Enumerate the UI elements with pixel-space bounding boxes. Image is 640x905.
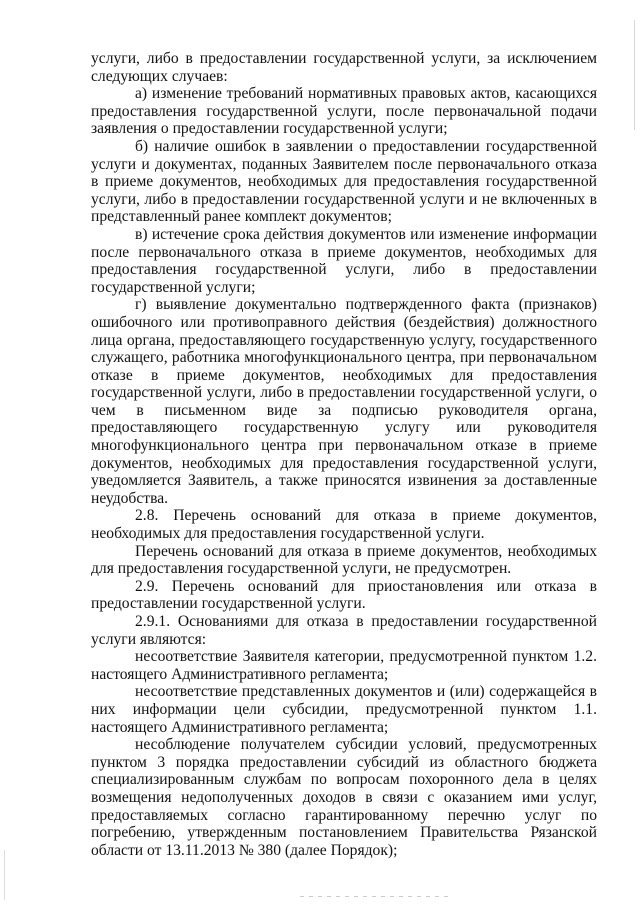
paragraph-documents-mismatch: несоответствие представленных документов и (или) содержащейся в них информации цели субсидии, предусмотренной пунктом 1.1. настоящего Административного регламента;	[91, 683, 597, 736]
paragraph-item-v: в) истечение срока действия документов или изменение информации после первоначального отказа в приеме документов, необходимых для предоставления государственной услуги, либо в предоставлении государственной услуги;	[91, 225, 597, 296]
paragraph-services-exceptions: услуги, либо в предоставлении государственной услуги, за исключением следующих случаев:	[91, 50, 597, 85]
paragraph-item-b: б) наличие ошибок в заявлении о предоставлении государственной услуги и документах, поданных Заявителем после первоначального отказа в приеме документов, необходимых для предоставления государственной услуги, либо в предоставлении государственной услуги и не включенных в представленный ранее комплект документов;	[91, 137, 597, 226]
paragraph-item-a: а) изменение требований нормативных правовых актов, касающихся предоставления государственной услуги, после первоначальной подачи заявления о предоставлении государственной услуги;	[91, 85, 597, 138]
paragraph-conditions-noncompliance: несоблюдение получателем субсидии условий, предусмотренных пунктом 3 порядка предоставлении субсидий из областного бюджета специализированным службам по вопросам похоронного дела в целях возмещения недополученных доходов в связи с оказанием ими услуг, предоставляемых согласно гарантированному перечню услуг по погребению, утвержденным постановлением Правительства Рязанской области от 13.11.2013 № 380 (далее Порядок);	[91, 736, 597, 859]
paragraph-section-2-9-1: 2.9.1. Основаниями для отказа в предоставлении государственной услуги являются:	[91, 613, 597, 648]
paragraph-refusal-not-provided: Перечень оснований для отказа в приеме документов, необходимых для предоставления государственной услуги, не предусмотрен.	[91, 542, 597, 578]
paragraph-section-2-9: 2.9. Перечень оснований для приостановления или отказа в предоставлении государственной услуги.	[91, 577, 597, 613]
scan-edge-mark	[634, 20, 635, 130]
scan-bottom-noise	[300, 896, 450, 897]
document-page	[91, 50, 597, 859]
paragraph-applicant-category: несоответствие Заявителя категории, предусмотренной пунктом 1.2. настоящего Административного регламента;	[91, 648, 597, 683]
paragraph-item-g: г) выявление документально подтвержденного факта (признаков) ошибочного или противоправного действия (бездействия) должностного лица органа, предоставляющего государственную услугу, государственного служащего, работника многофункционального центра, при первоначальном отказе в приеме документов, необходимых для предоставления государственной услуги, либо в предоставлении государственной услуги, о чем в письменном виде за подписью руководителя органа, предоставляющего государственную услугу или руководителя многофункционального центра при первоначальном отказе в приеме документов, необходимых для предоставления государственной услуги, уведомляется Заявитель, а также приносятся извинения за доставленные неудобства.	[91, 296, 597, 507]
scan-edge-mark-left	[4, 850, 5, 900]
paragraph-section-2-8: 2.8. Перечень оснований для отказа в приеме документов, необходимых для предоставления государственной услуги.	[91, 507, 597, 543]
